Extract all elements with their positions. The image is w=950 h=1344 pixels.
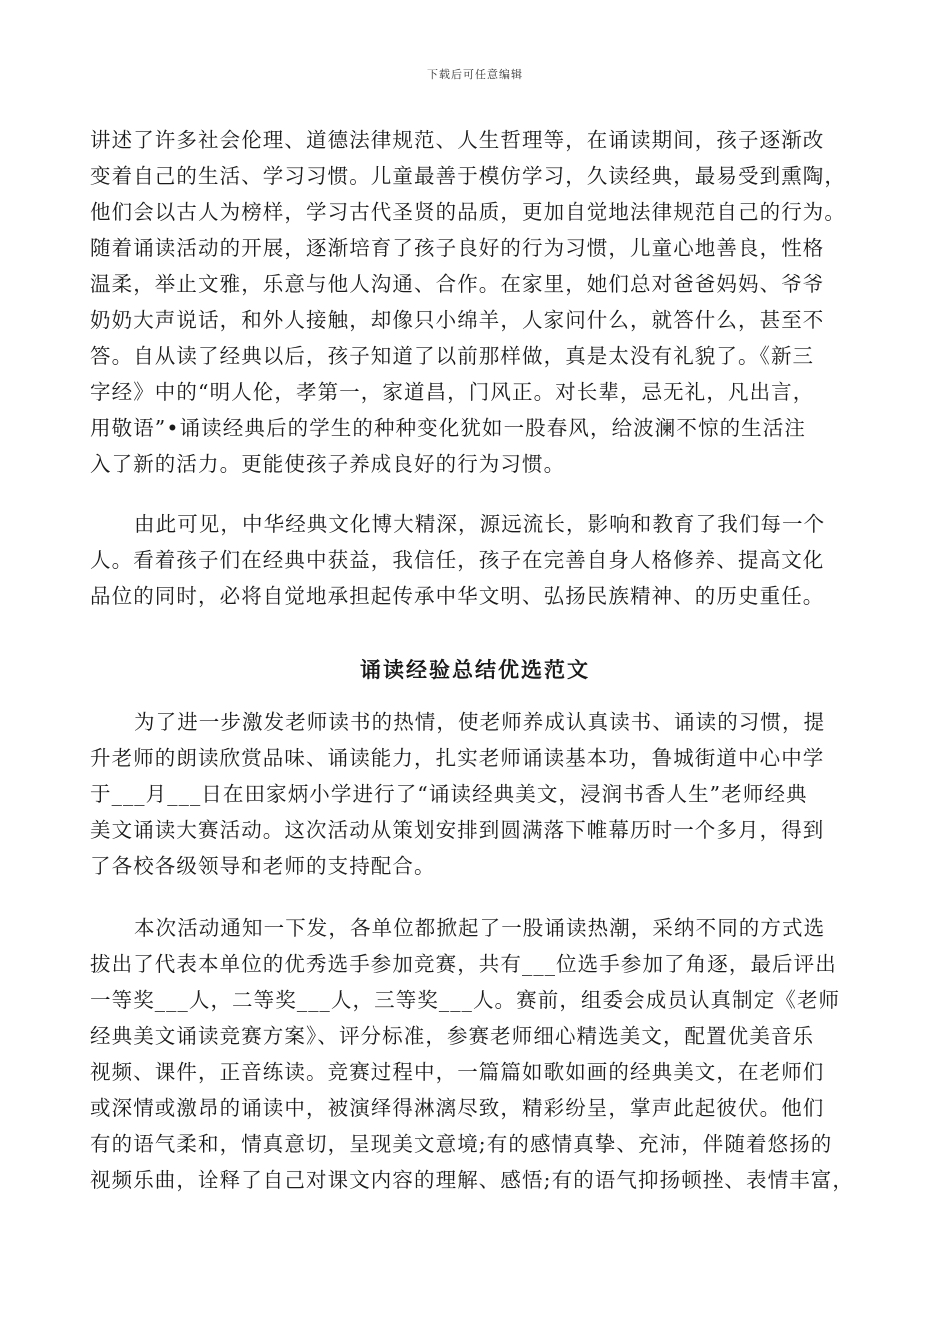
text-line: 温柔，举止文雅，乐意与他人沟通、合作。在家里，她们总对爸爸妈妈、爷爷 — [90, 272, 825, 296]
text-line: 为了进一步激发老师读书的热情，使老师养成认真读书、诵读的习惯，提 — [134, 710, 826, 734]
text-line: 拔出了代表本单位的优秀选手参加竞赛，共有___位选手参加了角逐，最后评出 — [90, 952, 837, 976]
text-line: 或深情或激昂的诵读中，被演绎得淋漓尽致，精彩纷呈，掌声此起彼伏。他们 — [90, 1096, 825, 1120]
text-line: 变着自己的生活、学习习惯。儿童最善于模仿学习，久读经典，最易受到熏陶， — [90, 164, 846, 188]
text-line: 经典美文诵读竞赛方案》、评分标准，参赛老师细心精选美文，配置优美音乐 — [90, 1024, 815, 1048]
text-line: 奶奶大声说话，和外人接触，却像只小绵羊，人家问什么，就答什么，甚至不 — [90, 308, 825, 332]
text-line: 于___月___日在田家炳小学进行了“诵读经典美文，浸润书香人生”老师经典 — [90, 782, 808, 806]
text-line: 字经》中的“明人伦，孝第一，家道昌，门风正。对长辈，忌无礼，凡出言， — [90, 380, 815, 404]
text-line: 由此可见，中华经典文化博大精深，源远流长，影响和教育了我们每一个 — [134, 512, 826, 536]
text-line: 讲述了许多社会伦理、道德法律规范、人生哲理等，在诵读期间，孩子逐渐改 — [90, 128, 825, 152]
text-line: 品位的同时，必将自觉地承担起传承中华文明、弘扬民族精神、的历史重任。 — [90, 584, 825, 608]
text-line: 人。看着孩子们在经典中获益，我信任，孩子在完善自身人格修养、提高文化 — [90, 548, 825, 572]
text-line: 用敬语”•诵读经典后的学生的种种变化犹如一股春风，给波澜不惊的生活注 — [90, 416, 806, 440]
text-line: 随着诵读活动的开展，逐渐培育了孩子良好的行为习惯，儿童心地善良，性格 — [90, 236, 825, 260]
text-line: 升老师的朗读欣赏品味、诵读能力，扎实老师诵读基本功，鲁城街道中心中学 — [90, 746, 825, 770]
text-line: 入了新的活力。更能使孩子养成良好的行为习惯。 — [90, 452, 566, 476]
text-line: 美文诵读大赛活动。这次活动从策划安排到圆满落下帷幕历时一个多月，得到 — [90, 818, 825, 842]
text-line: 本次活动通知一下发，各单位都掀起了一股诵读热潮，采纳不同的方式选 — [134, 916, 826, 940]
page-header: 下载后可任意编辑 — [427, 68, 523, 81]
text-line: 一等奖___人，二等奖___人，三等奖___人。赛前，组委会成员认真制定《老师 — [90, 988, 841, 1012]
section-title: 诵读经验总结优选范文 — [360, 658, 590, 682]
text-line: 视频、课件，正音练读。竞赛过程中，一篇篇如歌如画的经典美文，在老师们 — [90, 1060, 825, 1084]
text-line: 有的语气柔和，情真意切，呈现美文意境;有的感情真挚、充沛，伴随着悠扬的 — [90, 1132, 833, 1156]
text-line: 答。自从读了经典以后，孩子知道了以前那样做，真是太没有礼貌了。《新三 — [90, 344, 815, 368]
text-line: 视频乐曲，诠释了自己对课文内容的理解、感悟;有的语气抑扬顿挫、表情丰富， — [90, 1168, 855, 1192]
text-line: 他们会以古人为榜样，学习古代圣贤的品质，更加自觉地法律规范自己的行为。 — [90, 200, 846, 224]
text-line: 了各校各级领导和老师的支持配合。 — [90, 854, 436, 878]
